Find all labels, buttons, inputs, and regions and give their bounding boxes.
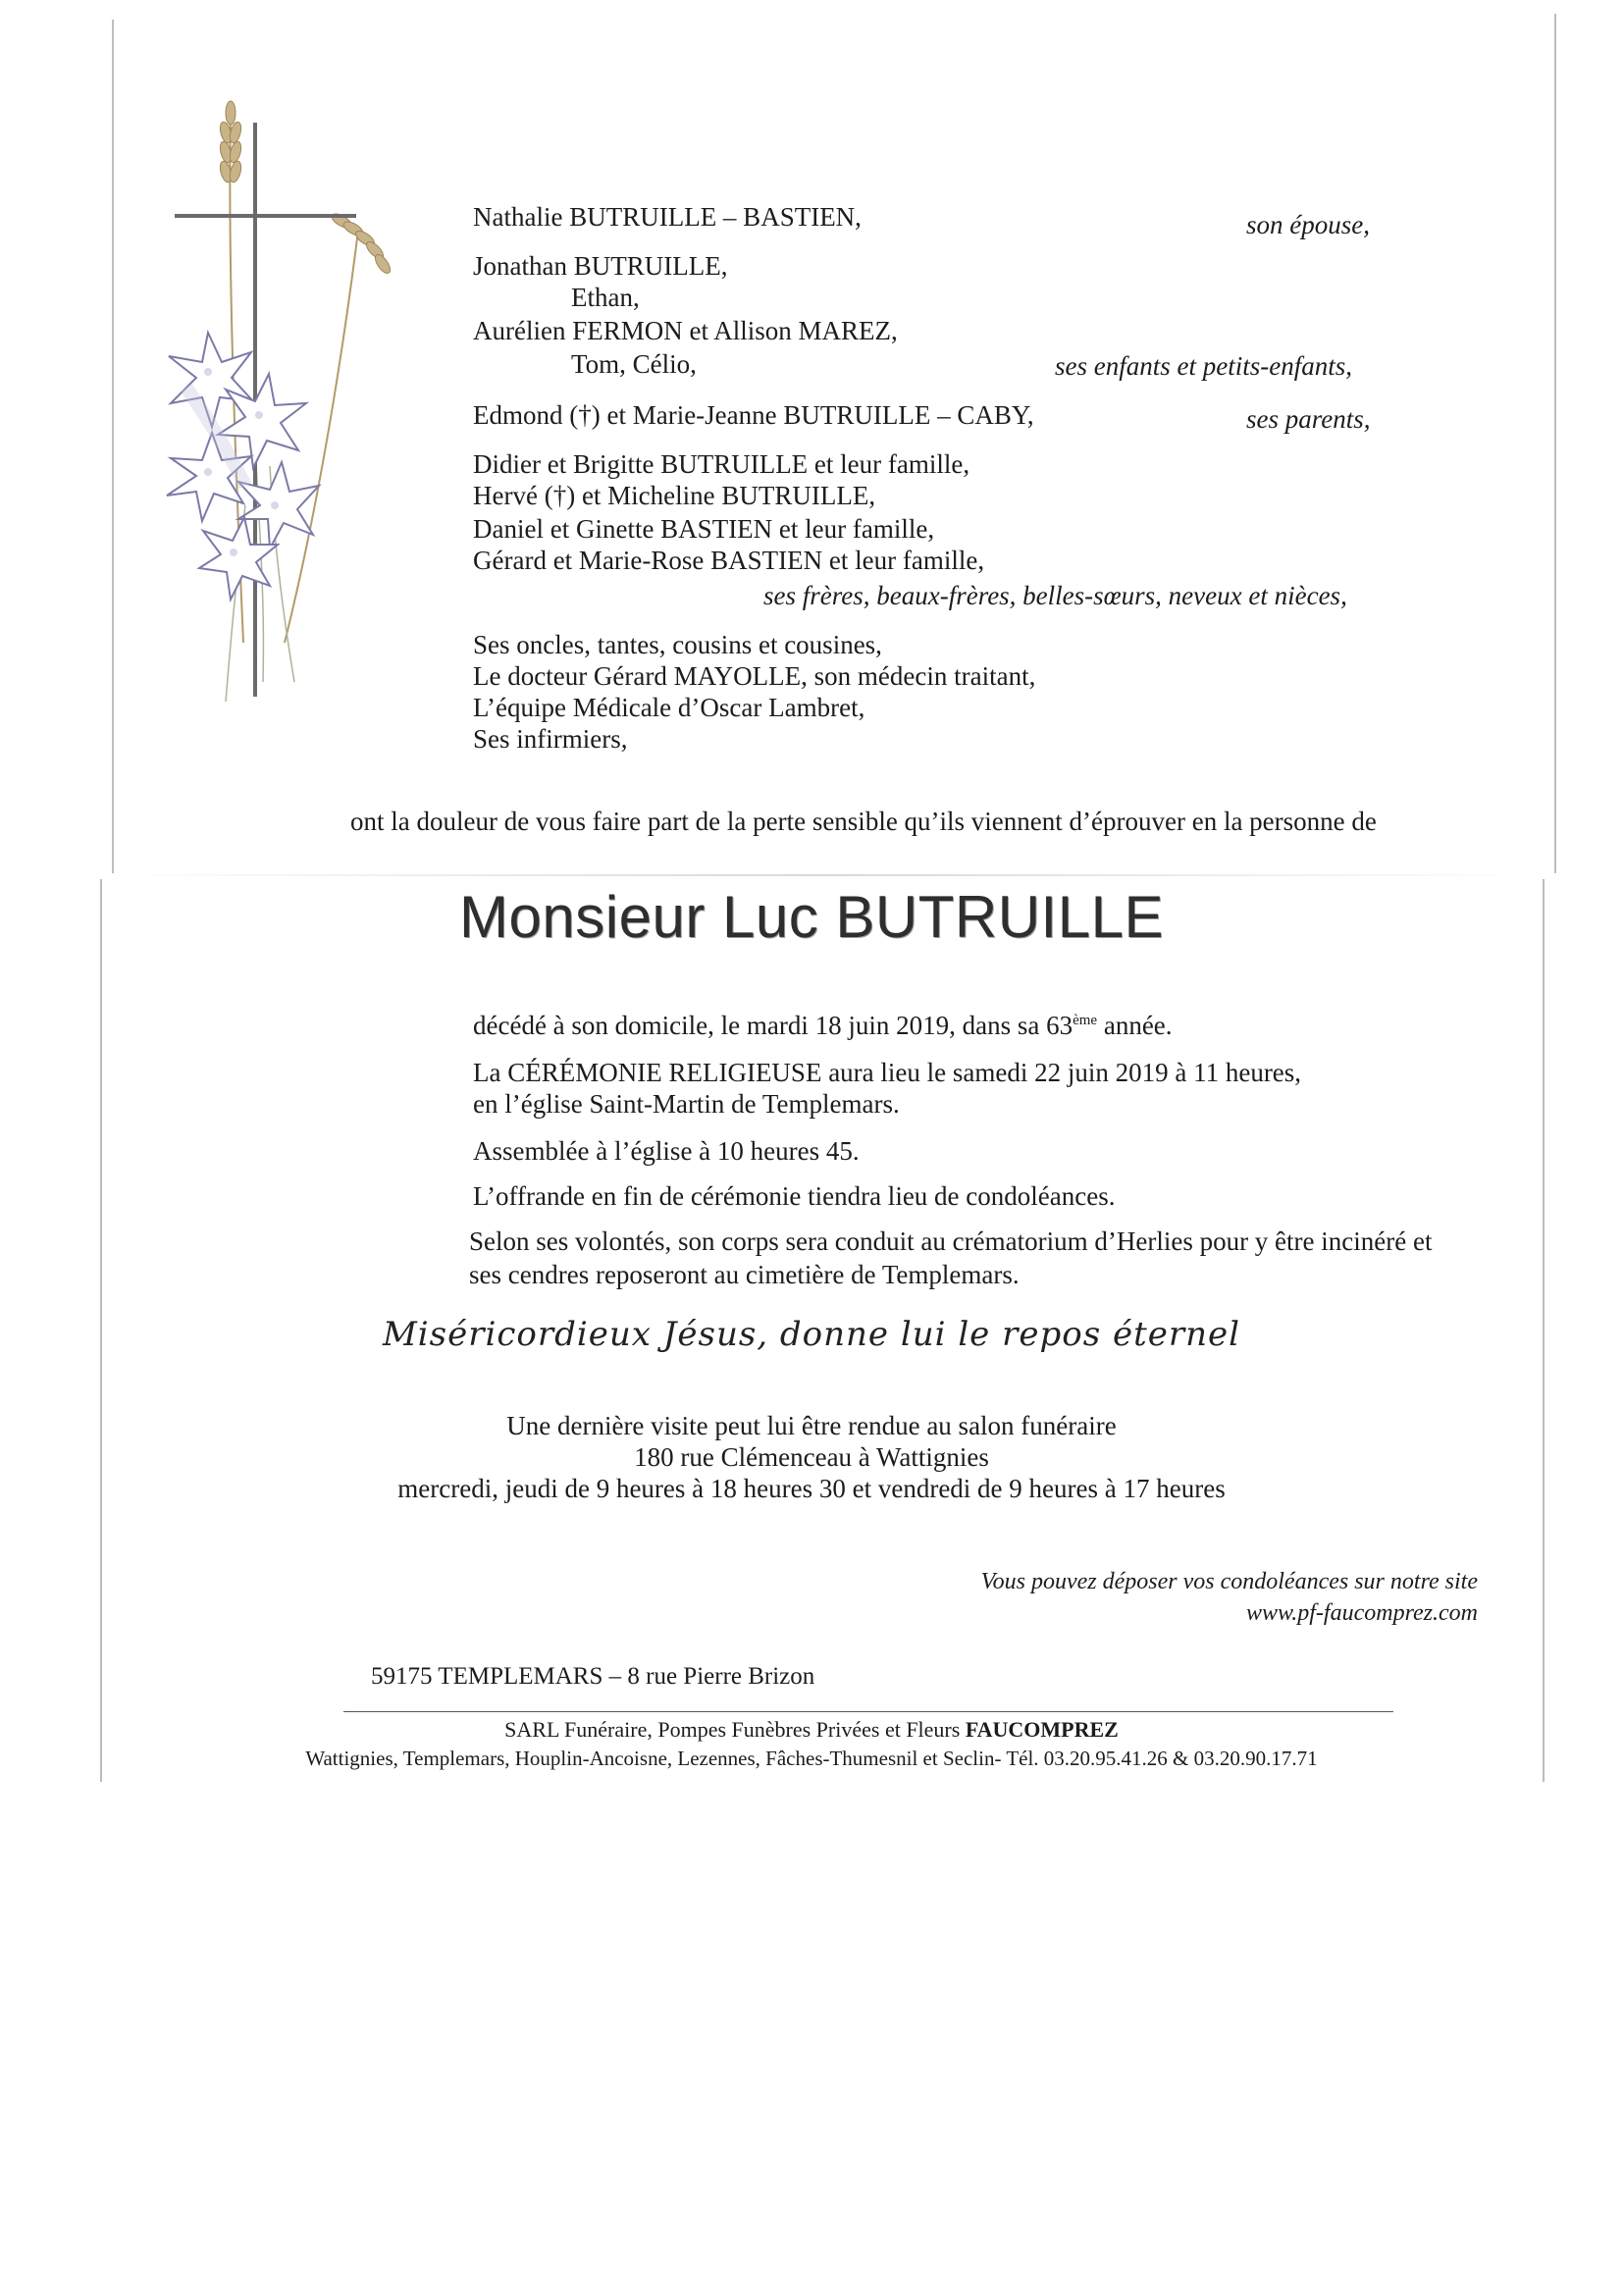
cross-with-wheat-and-lilies-icon (137, 93, 402, 741)
siblings-relation: ses frères, beaux-frères, belles-sœurs, neveux et nièces, (763, 581, 1347, 610)
wishes-line-1: Selon ses volontés, son corps sera conduit au crématorium d’Herlies pour y être incinéré et (469, 1226, 1433, 1256)
wife-relation: son épouse, (1246, 210, 1370, 239)
footer-company-prefix: SARL Funéraire, Pompes Funèbres Privées et Fleurs (504, 1717, 966, 1742)
assembly-line: Assemblée à l’église à 10 heures 45. (473, 1136, 860, 1166)
announcement-text: ont la douleur de vous faire part de la perte sensible qu’ils viennent d’éprouver en la personne de (350, 807, 1377, 836)
ceremony-line-1: La CÉRÉMONIE RELIGIEUSE aura lieu le samedi 22 juin 2019 à 11 heures, (473, 1058, 1302, 1087)
funeral-home-address: 59175 TEMPLEMARS – 8 rue Pierre Brizon (371, 1663, 815, 1690)
visit-line-3: mercredi, jeudi de 9 heures à 18 heures 30 et vendredi de 9 heures à 17 heures (397, 1474, 1226, 1503)
visit-line-2: 180 rue Clémenceau à Wattignies (634, 1442, 989, 1472)
sibling-line-4: Gérard et Marie-Rose BASTIEN et leur famille, (473, 546, 985, 575)
others-line-3: L’équipe Médicale d’Oscar Lambret, (473, 693, 865, 722)
sibling-line-1: Didier et Brigitte BUTRUILLE et leur famille, (473, 449, 970, 479)
parents-relation: ses parents, (1246, 404, 1371, 434)
footer-company-line (0, 1719, 1623, 1741)
children-relation: ses enfants et petits-enfants, (1055, 351, 1352, 381)
scan-edge-right-top (1554, 14, 1556, 873)
prayer-line: Miséricordieux Jésus, donne lui le repos éternel (382, 1315, 1241, 1354)
footer-company-name: FAUCOMPREZ (965, 1717, 1119, 1742)
fold-line (108, 874, 1541, 876)
condolences-line-1: Vous pouvez déposer vos condoléances sur notre site (980, 1569, 1478, 1594)
footer-contact-line: Wattignies, Templemars, Houplin-Ancoisne, Lezennes, Fâches-Thumesnil et Seclin- Tél. 03.20.95.41.26 & 03.20.90.17.71 (305, 1747, 1318, 1770)
sibling-line-3: Daniel et Ginette BASTIEN et leur famille, (473, 514, 935, 544)
ceremony-line-2: en l’église Saint-Martin de Templemars. (473, 1089, 900, 1119)
child-line-2: Ethan, (571, 283, 640, 312)
offering-line: L’offrande en fin de cérémonie tiendra lieu de condoléances. (473, 1181, 1116, 1211)
sibling-line-2: Hervé (†) et Micheline BUTRUILLE, (473, 481, 876, 510)
child-line-4: Tom, Célio, (571, 349, 697, 379)
death-line-text: décédé à son domicile, le mardi 18 juin 2019, dans sa 63 (473, 1011, 1073, 1040)
others-line-4: Ses infirmiers, (473, 724, 628, 754)
scan-edge-left-top (112, 20, 114, 873)
wife-name: Nathalie BUTRUILLE – BASTIEN, (473, 202, 862, 232)
parents-name: Edmond (†) et Marie-Jeanne BUTRUILLE – CABY, (473, 400, 1034, 430)
others-line-1: Ses oncles, tantes, cousins et cousines, (473, 630, 882, 659)
child-line-3: Aurélien FERMON et Allison MAREZ, (473, 316, 898, 345)
footer-rule (343, 1711, 1393, 1712)
deceased-name: Monsieur Luc BUTRUILLE (459, 884, 1164, 950)
death-line-end: année. (1097, 1011, 1173, 1040)
condolences-website: www.pf-faucomprez.com (1246, 1600, 1478, 1626)
wishes-line-2: ses cendres reposeront au cimetière de Templemars. (469, 1260, 1020, 1289)
death-line (473, 1013, 1173, 1039)
death-line-superscript: ème (1073, 1013, 1098, 1028)
visit-line-1: Une dernière visite peut lui être rendue au salon funéraire (506, 1411, 1117, 1440)
others-line-2: Le docteur Gérard MAYOLLE, son médecin traitant, (473, 661, 1036, 691)
child-line-1: Jonathan BUTRUILLE, (473, 251, 728, 281)
